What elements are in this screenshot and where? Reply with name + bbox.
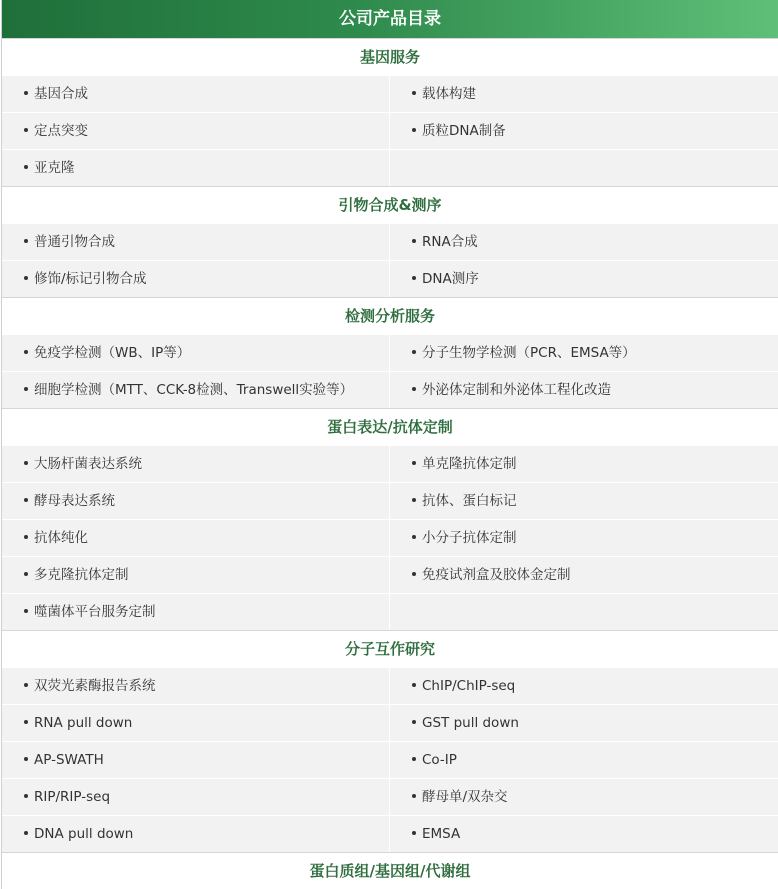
product-cell[interactable] [2, 446, 390, 482]
product-name: 大肠杆菌表达系统 [34, 456, 142, 472]
table-row [2, 260, 778, 297]
product-name: 基因合成 [34, 86, 88, 102]
product-name: 抗体、蛋白标记 [422, 493, 517, 509]
product-cell[interactable] [2, 705, 390, 741]
product-cell[interactable] [390, 224, 778, 260]
product-cell[interactable] [2, 335, 390, 371]
catalog-title: 公司产品目录 [2, 0, 778, 38]
product-cell[interactable] [390, 742, 778, 778]
table-row [2, 556, 778, 593]
product-name: 外泌体定制和外泌体工程化改造 [422, 382, 611, 398]
bullet-icon [412, 498, 416, 502]
product-name: 细胞学检测（MTT、CCK-8检测、Transwell实验等） [34, 382, 354, 398]
table-row [2, 371, 778, 408]
product-cell[interactable] [2, 557, 390, 593]
product-name: RNA pull down [34, 715, 133, 731]
product-cell[interactable] [390, 113, 778, 149]
product-cell[interactable] [390, 705, 778, 741]
bullet-icon [24, 350, 28, 354]
table-row [2, 445, 778, 482]
table-row [2, 778, 778, 815]
bullet-icon [24, 239, 28, 243]
product-cell[interactable] [390, 668, 778, 704]
product-cell[interactable] [390, 76, 778, 112]
bullet-icon [412, 461, 416, 465]
product-name: 分子生物学检测（PCR、EMSA等） [422, 345, 636, 361]
product-name: 质粒DNA制备 [422, 123, 506, 139]
table-row [2, 223, 778, 260]
product-cell[interactable] [390, 483, 778, 519]
bullet-icon [24, 461, 28, 465]
bullet-icon [24, 720, 28, 724]
bullet-icon [24, 535, 28, 539]
table-row [2, 519, 778, 556]
product-cell[interactable] [2, 76, 390, 112]
product-cell[interactable] [390, 372, 778, 408]
table-row [2, 593, 778, 630]
section-header: 蛋白表达/抗体定制 [2, 408, 778, 445]
product-name: 双荧光素酶报告系统 [34, 678, 156, 694]
product-name: 酵母表达系统 [34, 493, 115, 509]
product-name: EMSA [422, 826, 461, 842]
product-cell[interactable] [390, 816, 778, 852]
product-cell[interactable] [2, 483, 390, 519]
product-name: 单克隆抗体定制 [422, 456, 517, 472]
product-name: RIP/RIP-seq [34, 789, 111, 805]
bullet-icon [24, 387, 28, 391]
table-row [2, 334, 778, 371]
product-name: GST pull down [422, 715, 519, 731]
product-name: 普通引物合成 [34, 234, 115, 250]
section-header: 基因服务 [2, 38, 778, 75]
product-catalog-table [1, 0, 778, 889]
section-header: 分子互作研究 [2, 630, 778, 667]
bullet-icon [412, 350, 416, 354]
product-cell[interactable] [2, 261, 390, 297]
section-header: 引物合成&测序 [2, 186, 778, 223]
product-name: 抗体纯化 [34, 530, 88, 546]
bullet-icon [24, 276, 28, 280]
product-cell[interactable] [2, 113, 390, 149]
product-cell[interactable] [390, 446, 778, 482]
table-row [2, 112, 778, 149]
table-row [2, 741, 778, 778]
table-row [2, 482, 778, 519]
product-name: 小分子抗体定制 [422, 530, 517, 546]
table-row [2, 149, 778, 186]
product-cell[interactable] [390, 779, 778, 815]
product-name: 多克隆抗体定制 [34, 567, 129, 583]
table-row [2, 704, 778, 741]
bullet-icon [24, 831, 28, 835]
table-row [2, 815, 778, 852]
product-cell[interactable] [390, 335, 778, 371]
product-cell [390, 150, 778, 186]
product-name: 修饰/标记引物合成 [34, 271, 147, 287]
product-cell[interactable] [2, 150, 390, 186]
bullet-icon [412, 276, 416, 280]
bullet-icon [24, 572, 28, 576]
product-cell[interactable] [2, 594, 390, 630]
bullet-icon [24, 498, 28, 502]
product-cell[interactable] [2, 224, 390, 260]
bullet-icon [412, 720, 416, 724]
section-header: 蛋白质组/基因组/代谢组 [2, 852, 778, 889]
bullet-icon [412, 683, 416, 687]
bullet-icon [412, 572, 416, 576]
product-cell[interactable] [390, 557, 778, 593]
bullet-icon [412, 387, 416, 391]
bullet-icon [412, 831, 416, 835]
bullet-icon [412, 91, 416, 95]
product-name: 免疫试剂盒及胶体金定制 [422, 567, 571, 583]
bullet-icon [412, 239, 416, 243]
product-cell[interactable] [2, 816, 390, 852]
product-cell[interactable] [2, 668, 390, 704]
bullet-icon [412, 128, 416, 132]
product-cell[interactable] [2, 779, 390, 815]
product-name: 定点突变 [34, 123, 88, 139]
product-name: ChIP/ChIP-seq [422, 678, 516, 694]
section-header: 检测分析服务 [2, 297, 778, 334]
product-name: RNA合成 [422, 234, 478, 250]
bullet-icon [412, 535, 416, 539]
bullet-icon [24, 609, 28, 613]
product-name: DNA测序 [422, 271, 479, 287]
bullet-icon [24, 757, 28, 761]
bullet-icon [24, 794, 28, 798]
table-row [2, 75, 778, 112]
bullet-icon [24, 683, 28, 687]
product-name: 亚克隆 [34, 160, 75, 176]
product-name: Co-IP [422, 752, 457, 768]
product-cell[interactable] [390, 520, 778, 556]
product-cell[interactable] [2, 372, 390, 408]
product-cell[interactable] [2, 742, 390, 778]
product-name: AP-SWATH [34, 752, 104, 768]
product-cell [390, 594, 778, 630]
product-name: 免疫学检测（WB、IP等） [34, 345, 191, 361]
product-cell[interactable] [2, 520, 390, 556]
product-name: 噬菌体平台服务定制 [34, 604, 156, 620]
product-name: DNA pull down [34, 826, 134, 842]
table-row [2, 667, 778, 704]
catalog-sections [2, 38, 778, 889]
bullet-icon [24, 165, 28, 169]
product-cell[interactable] [390, 261, 778, 297]
bullet-icon [24, 91, 28, 95]
product-name: 酵母单/双杂交 [422, 789, 508, 805]
bullet-icon [24, 128, 28, 132]
product-name: 载体构建 [422, 86, 476, 102]
bullet-icon [412, 757, 416, 761]
bullet-icon [412, 794, 416, 798]
